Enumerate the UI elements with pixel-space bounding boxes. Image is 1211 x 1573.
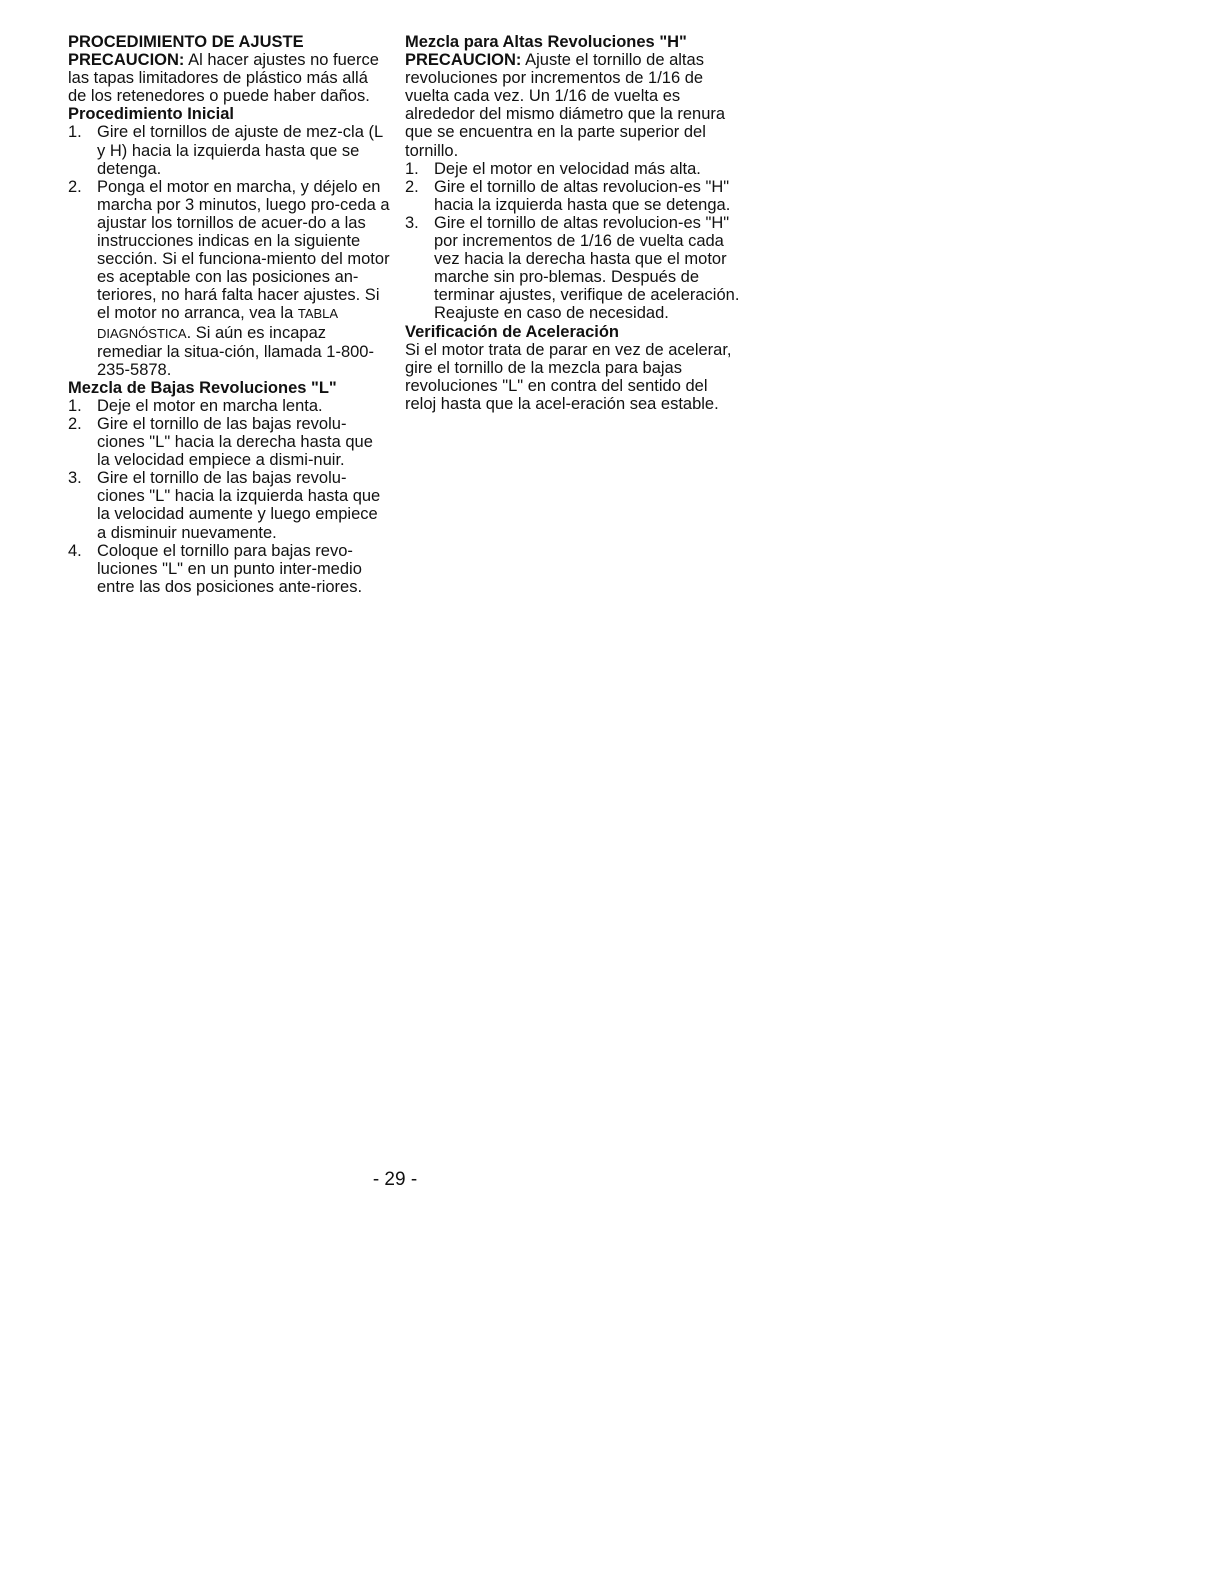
item-number: 4.: [68, 541, 82, 560]
low-speed-heading: Mezcla de Bajas Revoluciones "L": [68, 378, 337, 397]
caution-paragraph: [68, 51, 390, 105]
item-number: 1.: [68, 123, 82, 142]
caution-label: PRECAUCION:: [68, 51, 185, 70]
item-number: 2.: [405, 177, 419, 196]
item-text: Ponga el motor en marcha, y déjelo en marcha por 3 minutos, luego pro-ceda a ajustar los tornillos de acuer-do a las instrucciones indicas en la siguiente sección. Si el funciona-miento del motor es aceptable con las posiciones an-teriores, no hará falta hacer ajustes. Si el motor no arranca, vea la: [97, 177, 390, 323]
item-text: Gire el tornillo de las bajas revolu-ciones "L" hacia la derecha hasta que la velocidad empiece a dismi-nuir.: [97, 414, 373, 470]
list-item: [405, 178, 740, 214]
acceleration-heading: Verificación de Aceleración: [405, 322, 619, 341]
list-item: [405, 214, 740, 323]
list-item: [405, 160, 740, 178]
item-number: 3.: [405, 213, 419, 232]
list-item: [68, 542, 390, 596]
caution-text: Al hacer ajustes no fuerce las tapas limitadores de plástico más allá de los retenedores o puede haber daños.: [68, 51, 379, 106]
list-item: [68, 178, 390, 379]
left-column: [68, 33, 390, 596]
initial-heading: Procedimiento Inicial: [68, 105, 234, 124]
list-item: [68, 469, 390, 541]
item-number: 1.: [68, 396, 82, 415]
item-text: Gire el tornillos de ajuste de mez-cla (L y H) hacia la izquierda hasta que se detenga.: [97, 123, 383, 178]
caution-paragraph: [405, 51, 740, 160]
right-column: [405, 33, 740, 413]
diagnostic-table-reference: TABLA DIAGNÓSTICA: [97, 306, 338, 341]
item-number: 2.: [68, 414, 82, 433]
high-speed-heading: Mezcla para Altas Revoluciones "H": [405, 33, 687, 51]
caution-label: PRECAUCION:: [405, 51, 522, 70]
item-number: 1.: [405, 159, 419, 178]
item-text: Deje el motor en marcha lenta.: [97, 396, 323, 415]
item-text-group: [97, 178, 390, 379]
item-number: 2.: [68, 177, 82, 196]
item-text: Gire el tornillo de altas revolucion-es "H" hacia la izquierda hasta que se detenga.: [434, 177, 731, 214]
item-text-tail: . Si aún es incapaz remediar la situa-ción, llamada 1-800-235-5878.: [97, 323, 374, 379]
item-text: Coloque el tornillo para bajas revo-luciones "L" en un punto inter-medio entre las dos posiciones ante-riores.: [97, 541, 363, 596]
item-number: 3.: [68, 469, 82, 488]
list-item: [68, 415, 390, 469]
page-number: - 29 -: [372, 1169, 418, 1190]
caution-text: Ajuste el tornillo de altas revoluciones por incrementos de 1/16 de vuelta cada vez. Un 1/16 de vuelta es alrededor del mismo diámetro que la renura que se encuentra en la parte superior del tornillo.: [405, 51, 726, 160]
acceleration-paragraph: Si el motor trata de parar en vez de acelerar, gire el tornillo de la mezcla para bajas revoluciones "L" en contra del sentido del reloj hasta que la acel-eración sea estable.: [405, 340, 732, 413]
section-title: PROCEDIMIENTO DE AJUSTE: [68, 33, 304, 51]
list-item: [68, 397, 390, 415]
list-item: [68, 123, 390, 177]
item-text: Gire el tornillo de las bajas revolu-ciones "L" hacia la izquierda hasta que la velocidad aumente y luego empiece a disminuir nuevamente.: [97, 469, 381, 542]
item-text: Gire el tornillo de altas revolucion-es "H" por incrementos de 1/16 de vuelta cada vez hacia la derecha hasta que el motor marche sin pro-blemas. Después de terminar ajustes, verifique de aceleración. Reajuste en caso de necesidad.: [434, 213, 740, 323]
item-text: Deje el motor en velocidad más alta.: [434, 159, 701, 178]
